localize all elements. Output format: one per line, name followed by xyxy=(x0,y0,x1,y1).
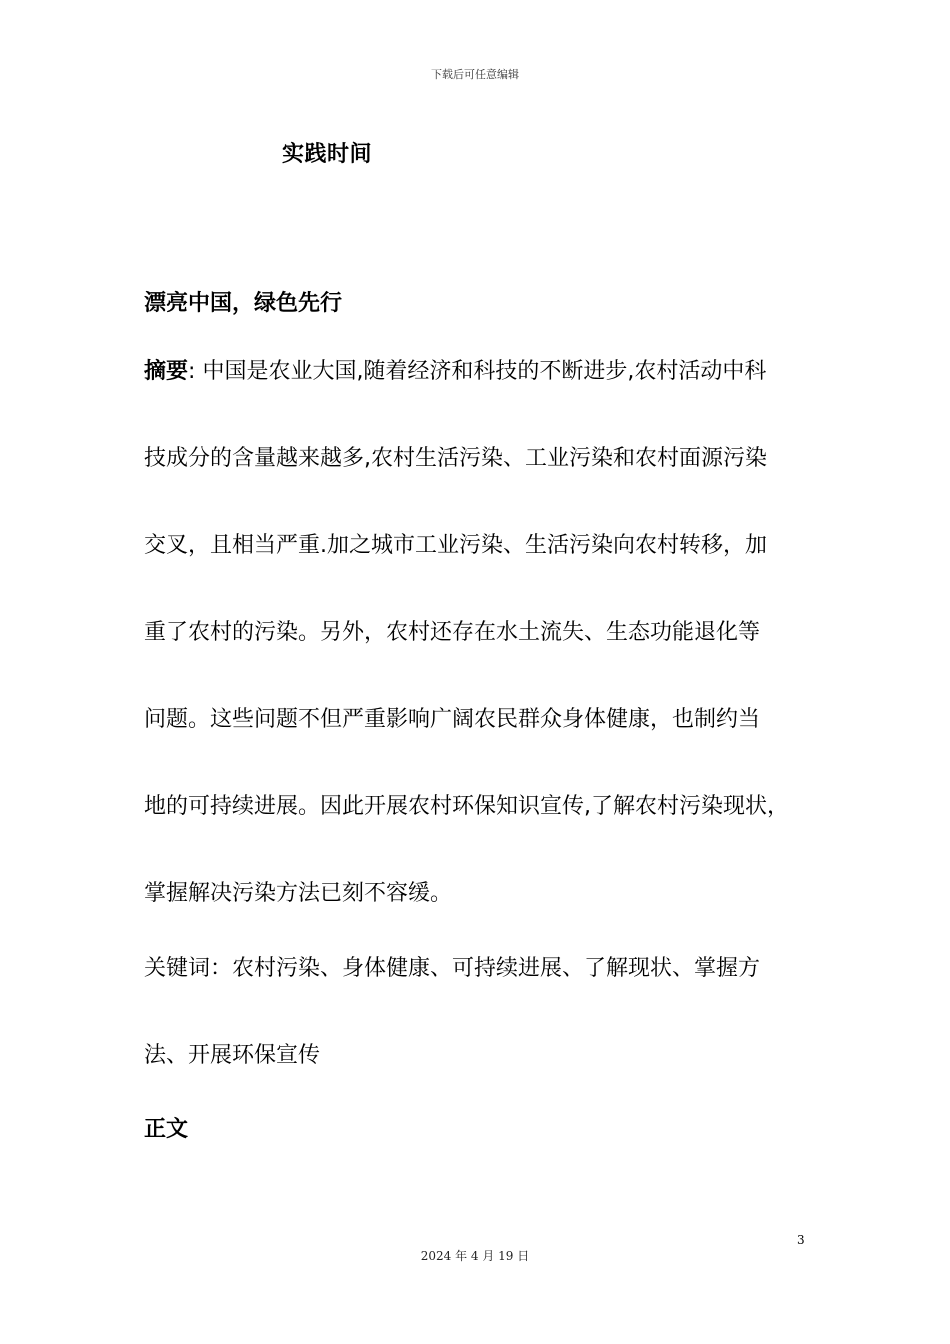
keywords-line-1: 关键词：农村污染、身体健康、可持续进展、了解现状、掌握方 xyxy=(144,956,761,981)
document-title: 实践时间 xyxy=(282,142,373,167)
abstract-line-4: 重了农村的污染。另外，农村还存在水土流失、生态功能退化等 xyxy=(144,620,761,645)
document-subtitle: 漂亮中国，绿色先行 xyxy=(144,291,343,316)
footer-date: 2024 年 4 月 19 日 xyxy=(420,1249,530,1263)
abstract-separator: : xyxy=(188,359,196,384)
page-number: 3 xyxy=(797,1233,805,1247)
abstract-line-7: 掌握解决污染方法已刻不容缓。 xyxy=(144,881,453,906)
keywords-paragraph xyxy=(144,925,824,1099)
abstract-paragraph xyxy=(144,328,824,937)
abstract-line-1-text: 中国是农业大国,随着经济和科技的不断进步,农村活动中科 xyxy=(202,359,767,384)
abstract-line-2: 技成分的含量越来越多,农村生活污染、工业污染和农村面源污染 xyxy=(144,446,767,471)
keywords-line-2: 法、开展环保宣传 xyxy=(144,1043,321,1068)
header-note: 下载后可任意编辑 xyxy=(431,68,519,81)
abstract-line-1 xyxy=(144,328,824,415)
abstract-line-3: 交叉，且相当严重.加之城市工业污染、生活污染向农村转移，加 xyxy=(144,533,767,558)
abstract-label: 摘要 xyxy=(144,359,189,384)
abstract-line-6: 地的可持续进展。因此开展农村环保知识宣传,了解农村污染现状， xyxy=(144,794,789,819)
abstract-line-5: 问题。这些问题不但严重影响广阔农民群众身体健康，也制约当 xyxy=(144,707,761,732)
section-heading: 正文 xyxy=(144,1117,189,1142)
